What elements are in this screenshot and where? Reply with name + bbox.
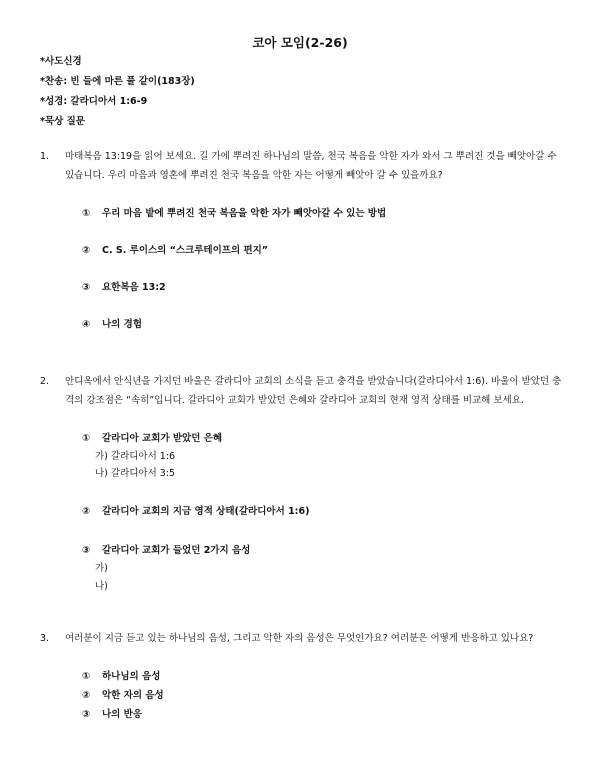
item-marker: ② — [82, 245, 91, 256]
question-3 — [40, 629, 562, 648]
question-number: 1. — [40, 151, 50, 162]
item-marker: ③ — [82, 545, 91, 556]
question-2-item-1-sub-2: 나) 갈라디아서 3:5 — [95, 468, 176, 479]
item-marker: ④ — [82, 319, 91, 330]
item-label: 갈라디아 교회의 지금 영적 상태(갈라디아서 1:6) — [102, 506, 310, 517]
question-1-item-3 — [82, 279, 166, 293]
item-marker: ① — [82, 671, 91, 682]
question-1-item-4 — [82, 316, 142, 330]
page-title: 코아 모임(2-26) — [252, 35, 348, 50]
meta-hymn: *찬송: 빈 들에 마른 풀 같이(183장) — [40, 76, 195, 87]
item-label: 갈라디아 교회가 받았던 은혜 — [102, 433, 223, 444]
question-2-item-3-sub-2: 나) — [95, 581, 108, 592]
question-2-item-1 — [82, 430, 222, 444]
question-3-item-1 — [82, 668, 160, 682]
question-2-item-1-sub-1: 가) 갈라디아서 1:6 — [95, 451, 176, 462]
question-3-item-2 — [82, 687, 164, 701]
item-marker: ① — [82, 208, 91, 219]
question-3-item-3 — [82, 706, 142, 720]
question-1 — [40, 147, 562, 185]
question-number: 3. — [40, 633, 50, 644]
item-label: C. S. 루이스의 “스크루테이프의 편지” — [102, 245, 269, 256]
item-marker: ② — [82, 506, 91, 517]
question-2-item-3 — [82, 542, 250, 556]
question-text: 마태복음 13:19을 읽어 보세요. 길 가에 뿌려진 하나님의 말씀, 천국 복음을 악한 자가 와서 그 뿌려진 것을 빼앗아갈 수 있습니다. 우리 마음과 영혼에 뿌려진 천국 복음을 악한 자는 어떻게 빼앗아 갈 수 있을까요? — [65, 151, 557, 181]
question-2-item-3-sub-1: 가) — [95, 563, 108, 574]
item-marker: ③ — [82, 709, 91, 720]
question-text: 안디옥에서 안식년을 가지던 바울은 갈라디아 교회의 소식을 듣고 충격을 받았습니다(갈라디아서 1:6). 바울이 받았던 충격의 강조점은 “속히”입니다. 갈라디아 교회가 받았던 은혜와 갈라디아 교회의 현재 영적 상태를 비교해 보세요. — [65, 376, 562, 406]
item-label: 나의 반응 — [102, 709, 143, 720]
question-number: 2. — [40, 376, 50, 387]
meta-creed: *사도신경 — [40, 56, 82, 67]
meta-scripture: *성경: 갈라디아서 1:6-9 — [40, 96, 148, 107]
item-label: 악한 자의 음성 — [102, 690, 164, 701]
meta-meditation: *묵상 질문 — [40, 116, 85, 127]
item-marker: ③ — [82, 282, 91, 293]
item-label: 요한복음 13:2 — [102, 282, 166, 293]
item-label: 하나님의 음성 — [102, 671, 161, 682]
question-1-item-1 — [82, 205, 386, 219]
item-label: 나의 경험 — [102, 319, 143, 330]
item-marker: ② — [82, 690, 91, 701]
question-2-item-2 — [82, 503, 309, 517]
question-text: 여러분이 지금 듣고 있는 하나님의 음성, 그리고 악한 자의 음성은 무엇인가요? 여러분은 어떻게 반응하고 있나요? — [65, 633, 534, 644]
item-marker: ① — [82, 433, 91, 444]
question-2 — [40, 372, 562, 410]
question-1-item-2 — [82, 242, 268, 256]
item-label: 갈라디아 교회가 들었던 2가지 음성 — [102, 545, 251, 556]
service-order — [40, 52, 195, 132]
item-label: 우리 마음 밭에 뿌려진 천국 복음을 악한 자가 빼앗아갈 수 있는 방법 — [102, 208, 387, 219]
